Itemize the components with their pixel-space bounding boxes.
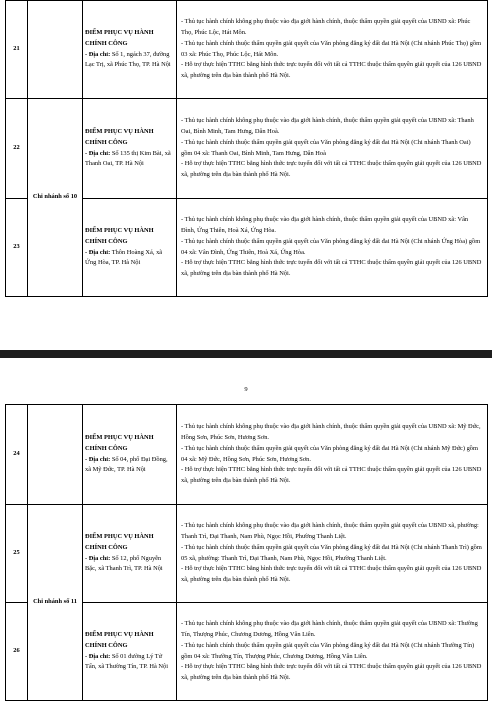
description-cell: [177, 603, 488, 701]
service-point-title: ĐIỂM PHỤC VỤ HÀNH CHÍNH CÔNG: [85, 127, 154, 146]
description-line: - Thủ tục hành chính không phụ thuộc vào địa giới hành chính, thuộc thẩm quyền giải quyết của UBND xã: Phúc Thọ, Phúc Lộc, Hát Môn.: [181, 18, 471, 36]
row-number: 23: [6, 199, 28, 297]
row-number: 22: [6, 99, 28, 199]
service-point-cell: [83, 603, 177, 701]
service-points-table-lower: [5, 404, 488, 701]
description-cell: [177, 199, 488, 297]
description-line: - Hỗ trợ thực hiện TTHC bằng hình thức trực tuyến đối với tất cả TTHC thuộc thẩm quyền giải quyết của 126 UBND xã, phường trên địa bàn thành phố Hà Nội.: [181, 160, 482, 179]
address-value: Số 01 đường Lý Tử Tấn, xã Thường Tín, TP. Hà Nội: [85, 652, 168, 671]
address-label: - Địa chỉ:: [85, 652, 111, 660]
address-value: Số 1, ngách 37, đường Lạc Trị, xã Phúc Thọ, TP. Hà Nội: [85, 50, 171, 69]
branch-cell-empty: [28, 405, 83, 505]
description-cell: [177, 505, 488, 603]
description-line: - Thủ tục hành chính thuộc thẩm quyền giải quyết của Văn phòng đăng ký đất đai Hà Nội (Chi nhánh Ứng Hòa) gồm 04 xã: Vân Đình, Ứng Thiên, Hoà Xá, Ứng Hòa.: [181, 237, 481, 256]
branch-name: Chi nhánh số 11: [28, 505, 83, 701]
document-page-upper: [0, 0, 492, 350]
address-value: Thôn Hoàng Xá, xã Ứng Hòa, TP. Hà Nội: [85, 248, 163, 267]
row-number: 25: [6, 505, 28, 603]
description-line: - Hỗ trợ thực hiện TTHC bằng hình thức trực tuyến đối với tất cả TTHC thuộc thẩm quyền giải quyết của 126 UBND xã, phường trên địa bàn thành phố Hà Nội.: [181, 61, 482, 80]
branch-name: Chi nhánh số 10: [28, 99, 83, 297]
row-number: 24: [6, 405, 28, 505]
address-label: - Địa chỉ:: [85, 50, 111, 58]
row-number: 21: [6, 1, 28, 99]
description-line: - Hỗ trợ thực hiện TTHC bằng hình thức trực tuyến đối với tất cả TTHC thuộc thẩm quyền giải quyết của 126 UBND xã, phường trên địa bàn thành phố Hà Nội.: [181, 466, 482, 485]
address-value: Số 12, phố Nguyễn Bặc, xã Thanh Trì, TP. Hà Nội: [85, 554, 163, 573]
service-point-cell: [83, 405, 177, 505]
table-row: [6, 505, 488, 603]
page-number: 9: [244, 386, 248, 393]
description-line: - Thủ tục hành chính không phụ thuộc vào địa giới hành chính, thuộc thẩm quyền giải quyết của UBND xã: Vân Đình, Ứng Thiên, Hoà Xá, Ứng Hòa.: [181, 216, 469, 234]
service-point-cell: [83, 199, 177, 297]
description-line: - Thủ tục hành chính thuộc thẩm quyền giải quyết của Văn phòng đăng ký đất đai Hà Nội (Chi nhánh Thanh Trì) gồm 05 xã, phường: Thanh Trì, Đại Thanh, Nam Phù, Ngọc Hồi, Phường Thanh Liệt.: [181, 543, 482, 562]
address-label: - Địa chỉ:: [85, 455, 111, 463]
address-label: - Địa chỉ:: [85, 554, 111, 562]
table-row: [6, 1, 488, 99]
service-point-cell: [83, 505, 177, 603]
description-line: - Thủ tục hành chính thuộc thẩm quyền giải quyết của Văn phòng đăng ký đất đai Hà Nội (Chi nhánh Thường Tín) gồm 04 xã: Thường Tín, Thượng Phúc, Chương Dương, Hồng Vân Liên.: [181, 641, 475, 660]
service-point-title: ĐIỂM PHỤC VỤ HÀNH CHÍNH CÔNG: [85, 630, 154, 649]
service-point-cell: [83, 99, 177, 199]
service-point-title: ĐIỂM PHỤC VỤ HÀNH CHÍNH CÔNG: [85, 28, 154, 47]
description-line: - Thủ tục hành chính thuộc thẩm quyền giải quyết của Văn phòng đăng ký đất đai Hà Nội (Chi nhánh Thanh Oai) gồm 04 xã: Thanh Oai, Bình Minh, Tam Hưng, Dân Hoà: [181, 138, 471, 157]
description-cell: [177, 99, 488, 199]
service-point-cell: [83, 1, 177, 99]
description-line: - Thủ tục hành chính không phụ thuộc vào địa giới hành chính, thuộc thẩm quyền giải quyết của UBND xã, phường: Thanh Trì, Đại Thanh, Nam Phù, Ngọc Hồi, Phường Thanh Liệt.: [181, 522, 479, 540]
page-separator: [0, 350, 492, 358]
table-row: [6, 99, 488, 199]
description-cell: [177, 405, 488, 505]
address-label: - Địa chỉ:: [85, 248, 111, 256]
description-line: - Thủ tục hành chính thuộc thẩm quyền giải quyết của Văn phòng đăng ký đất đai Hà Nội (Chi nhánh Phúc Thọ) gồm 03 xã: Phúc Thọ, Phúc Lộc, Hát Môn.: [181, 39, 482, 58]
address-label: - Địa chỉ:: [85, 149, 111, 157]
service-points-table-upper: [5, 0, 488, 297]
table-row: [6, 405, 488, 505]
description-line: - Thủ tục hành chính không phụ thuộc vào địa giới hành chính, thuộc thẩm quyền giải quyết của UBND xã: Mỹ Đức, Hồng Sơn, Phúc Sơn, Hương Sơn.: [181, 423, 481, 441]
service-point-title: ĐIỂM PHỤC VỤ HÀNH CHÍNH CÔNG: [85, 433, 154, 452]
description-line: - Thủ tục hành chính không phụ thuộc vào địa giới hành chính, thuộc thẩm quyền giải quyết của UBND xã: Thường Tín, Thượng Phúc, Chương Dương, Hồng Vân Liên.: [181, 620, 478, 638]
description-line: - Thủ tục hành chính thuộc thẩm quyền giải quyết của Văn phòng đăng ký đất đai Hà Nội (Chi nhánh Mỹ Đức) gồm 04 xã: Mỹ Đức, Hồng Sơn, Phúc Sơn, Hương Sơn.: [181, 444, 478, 463]
description-line: - Hỗ trợ thực hiện TTHC bằng hình thức trực tuyến đối với tất cả TTHC thuộc thẩm quyền giải quyết của 126 UBND xã, phường trên địa bàn thành phố Hà Nội.: [181, 565, 482, 584]
branch-cell-empty: [28, 1, 83, 99]
description-cell: [177, 1, 488, 99]
description-line: - Hỗ trợ thực hiện TTHC bằng hình thức trực tuyến đối với tất cả TTHC thuộc thẩm quyền giải quyết của 126 UBND xã, phường trên địa bàn thành phố Hà Nội.: [181, 663, 482, 682]
description-line: - Hỗ trợ thực hiện TTHC bằng hình thức trực tuyến đối với tất cả TTHC thuộc thẩm quyền giải quyết của 126 UBND xã, phường trên địa bàn thành phố Hà Nội.: [181, 259, 482, 278]
service-point-title: ĐIỂM PHỤC VỤ HÀNH CHÍNH CÔNG: [85, 226, 154, 245]
row-number: 26: [6, 603, 28, 701]
address-value: Số 04, phố Đại Đồng, xã Mỹ Đức, TP. Hà Nội: [85, 455, 168, 474]
description-line: - Thủ tục hành chính không phụ thuộc vào địa giới hành chính, thuộc thẩm quyền giải quyết của UBND xã: Thanh Oai, Bình Minh, Tam Hưng, Dân Hoà.: [181, 117, 474, 135]
address-value: Số 135 thị Kim Bài, xã Thanh Oai, TP. Hà Nội: [85, 149, 171, 168]
service-point-title: ĐIỂM PHỤC VỤ HÀNH CHÍNH CÔNG: [85, 532, 154, 551]
